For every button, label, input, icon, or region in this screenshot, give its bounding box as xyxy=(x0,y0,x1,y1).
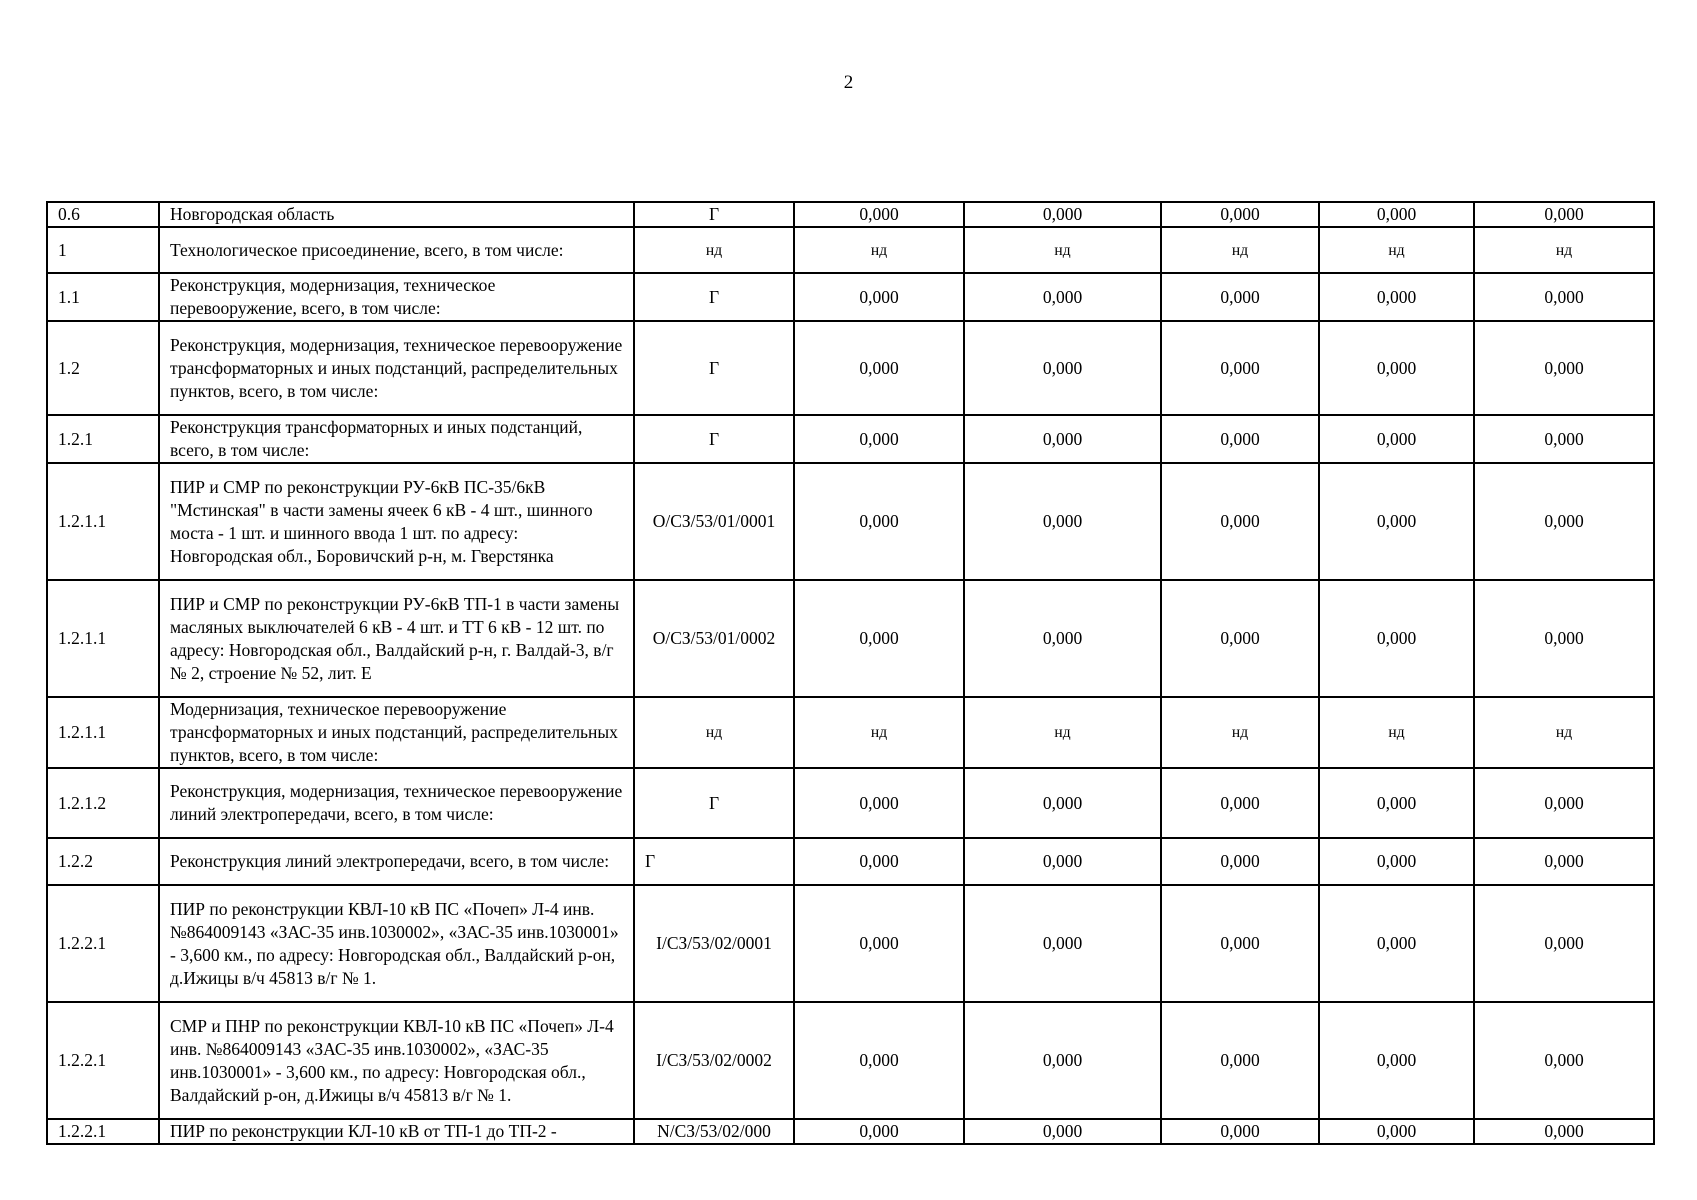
row-value: 0,000 xyxy=(1319,463,1474,580)
row-code: Г xyxy=(634,838,794,885)
row-number: 1.2.1.2 xyxy=(47,768,159,838)
row-name: Реконструкция линий электропередачи, всего, в том числе: xyxy=(159,838,634,885)
row-value: 0,000 xyxy=(1474,273,1654,321)
table-row xyxy=(47,885,1654,1002)
row-number: 1 xyxy=(47,227,159,273)
row-name: Новгородская область xyxy=(159,202,634,227)
table-row xyxy=(47,273,1654,321)
row-value: 0,000 xyxy=(794,1119,964,1144)
row-name: ПИР и СМР по реконструкции РУ-6кВ ТП-1 в части замены масляных выключателей 6 кВ - 4 шт. и ТТ 6 кВ - 12 шт. по адресу: Новгородская обл., Валдайский р-н, г. Валдай-3, в/г № 2, строение № 52, лит. Е xyxy=(159,580,634,697)
row-value: 0,000 xyxy=(964,273,1161,321)
row-name: СМР и ПНР по реконструкции КВЛ-10 кВ ПС «Почеп» Л-4 инв. №864009143 «ЗАС-35 инв.1030002», «ЗАС-35 инв.1030001» - 3,600 км., по адресу: Новгородская обл., Валдайский р-он, д.Ижицы в/ч 45813 в/г № 1. xyxy=(159,1002,634,1119)
row-code: O/СЗ/53/01/0002 xyxy=(634,580,794,697)
row-name: Модернизация, техническое перевооружение трансформаторных и иных подстанций, распределительных пунктов, всего, в том числе: xyxy=(159,697,634,768)
row-name: Технологическое присоединение, всего, в том числе: xyxy=(159,227,634,273)
table-row xyxy=(47,202,1654,227)
row-value: 0,000 xyxy=(1319,838,1474,885)
row-name: Реконструкция трансформаторных и иных подстанций, всего, в том числе: xyxy=(159,415,634,463)
row-value: 0,000 xyxy=(1319,768,1474,838)
row-value: 0,000 xyxy=(1161,415,1319,463)
row-value: нд xyxy=(1319,697,1474,768)
table-row xyxy=(47,227,1654,273)
row-value: 0,000 xyxy=(794,273,964,321)
row-value: 0,000 xyxy=(1161,321,1319,415)
row-value: нд xyxy=(964,697,1161,768)
row-code: нд xyxy=(634,697,794,768)
row-number: 1.2.2.1 xyxy=(47,1119,159,1144)
row-value: 0,000 xyxy=(1474,1002,1654,1119)
row-value: 0,000 xyxy=(964,580,1161,697)
table-row xyxy=(47,463,1654,580)
table-row xyxy=(47,838,1654,885)
row-name: ПИР и СМР по реконструкции РУ-6кВ ПС-35/6кВ "Мстинская" в части замены ячеек 6 кВ - 4 шт., шинного моста - 1 шт. и шинного ввода 1 шт. по адресу: Новгородская обл., Боровичский р-н, м. Гверстянка xyxy=(159,463,634,580)
row-value: 0,000 xyxy=(964,463,1161,580)
row-value: нд xyxy=(964,227,1161,273)
row-value: 0,000 xyxy=(964,768,1161,838)
row-value: 0,000 xyxy=(964,1002,1161,1119)
row-code: Г xyxy=(634,273,794,321)
row-value: 0,000 xyxy=(794,202,964,227)
row-number: 1.2.1.1 xyxy=(47,463,159,580)
row-value: нд xyxy=(1319,227,1474,273)
row-code: Г xyxy=(634,321,794,415)
row-code: Г xyxy=(634,415,794,463)
row-value: 0,000 xyxy=(1474,463,1654,580)
row-value: 0,000 xyxy=(794,580,964,697)
row-value: 0,000 xyxy=(1319,885,1474,1002)
row-name: ПИР по реконструкции КВЛ-10 кВ ПС «Почеп» Л-4 инв. №864009143 «ЗАС-35 инв.1030002», «ЗАС-35 инв.1030001» - 3,600 км., по адресу: Новгородская обл., Валдайский р-он, д.Ижицы в/ч 45813 в/г № 1. xyxy=(159,885,634,1002)
table-row xyxy=(47,1002,1654,1119)
row-value: 0,000 xyxy=(1319,202,1474,227)
row-value: 0,000 xyxy=(964,321,1161,415)
row-name: Реконструкция, модернизация, техническое перевооружение, всего, в том числе: xyxy=(159,273,634,321)
table-row xyxy=(47,580,1654,697)
row-number: 1.2 xyxy=(47,321,159,415)
row-value: 0,000 xyxy=(1474,415,1654,463)
investment-program-table xyxy=(46,201,1655,1145)
row-name: Реконструкция, модернизация, техническое перевооружение трансформаторных и иных подстанций, распределительных пунктов, всего, в том числе: xyxy=(159,321,634,415)
row-value: 0,000 xyxy=(1319,580,1474,697)
row-value: нд xyxy=(1474,227,1654,273)
row-value: 0,000 xyxy=(1474,768,1654,838)
row-code: O/СЗ/53/01/0001 xyxy=(634,463,794,580)
row-value: 0,000 xyxy=(1319,1119,1474,1144)
row-value: 0,000 xyxy=(794,768,964,838)
row-value: 0,000 xyxy=(1161,1119,1319,1144)
table-row xyxy=(47,321,1654,415)
row-value: 0,000 xyxy=(794,885,964,1002)
row-value: 0,000 xyxy=(794,415,964,463)
row-value: 0,000 xyxy=(1319,321,1474,415)
page-number: 2 xyxy=(843,72,854,93)
table-row xyxy=(47,768,1654,838)
row-number: 1.2.2.1 xyxy=(47,1002,159,1119)
row-value: 0,000 xyxy=(794,1002,964,1119)
row-value: 0,000 xyxy=(794,838,964,885)
row-value: нд xyxy=(794,697,964,768)
row-name: ПИР по реконструкции КЛ-10 кВ от ТП-1 до ТП-2 - xyxy=(159,1119,634,1144)
row-value: 0,000 xyxy=(794,321,964,415)
row-value: 0,000 xyxy=(1474,321,1654,415)
row-value: 0,000 xyxy=(1161,202,1319,227)
row-value: 0,000 xyxy=(794,463,964,580)
table-row xyxy=(47,415,1654,463)
row-number: 1.1 xyxy=(47,273,159,321)
row-value: 0,000 xyxy=(1161,838,1319,885)
row-number: 1.2.1.1 xyxy=(47,697,159,768)
row-code: N/СЗ/53/02/000 xyxy=(634,1119,794,1144)
row-value: 0,000 xyxy=(1474,202,1654,227)
row-value: 0,000 xyxy=(1319,415,1474,463)
row-number: 1.2.2.1 xyxy=(47,885,159,1002)
row-value: 0,000 xyxy=(1161,885,1319,1002)
row-number: 1.2.1 xyxy=(47,415,159,463)
row-value: 0,000 xyxy=(1319,273,1474,321)
row-value: 0,000 xyxy=(1474,1119,1654,1144)
row-value: 0,000 xyxy=(1161,463,1319,580)
row-name: Реконструкция, модернизация, техническое перевооружение линий электропередачи, всего, в том числе: xyxy=(159,768,634,838)
table-row xyxy=(47,1119,1654,1144)
row-value: 0,000 xyxy=(1474,838,1654,885)
row-value: нд xyxy=(1161,697,1319,768)
row-number: 1.2.2 xyxy=(47,838,159,885)
row-value: 0,000 xyxy=(964,1119,1161,1144)
row-code: I/СЗ/53/02/0002 xyxy=(634,1002,794,1119)
row-value: нд xyxy=(1161,227,1319,273)
row-number: 1.2.1.1 xyxy=(47,580,159,697)
row-value: 0,000 xyxy=(964,202,1161,227)
row-value: 0,000 xyxy=(1161,1002,1319,1119)
row-value: 0,000 xyxy=(1474,885,1654,1002)
row-value: 0,000 xyxy=(1161,273,1319,321)
row-number: 0.6 xyxy=(47,202,159,227)
row-value: 0,000 xyxy=(1161,580,1319,697)
row-value: 0,000 xyxy=(1474,580,1654,697)
row-code: нд xyxy=(634,227,794,273)
row-value: 0,000 xyxy=(1161,768,1319,838)
row-value: 0,000 xyxy=(964,415,1161,463)
row-value: 0,000 xyxy=(964,838,1161,885)
row-value: нд xyxy=(794,227,964,273)
row-code: Г xyxy=(634,768,794,838)
row-value: 0,000 xyxy=(1319,1002,1474,1119)
row-code: I/СЗ/53/02/0001 xyxy=(634,885,794,1002)
row-value: 0,000 xyxy=(964,885,1161,1002)
row-code: Г xyxy=(634,202,794,227)
table-row xyxy=(47,697,1654,768)
row-value: нд xyxy=(1474,697,1654,768)
